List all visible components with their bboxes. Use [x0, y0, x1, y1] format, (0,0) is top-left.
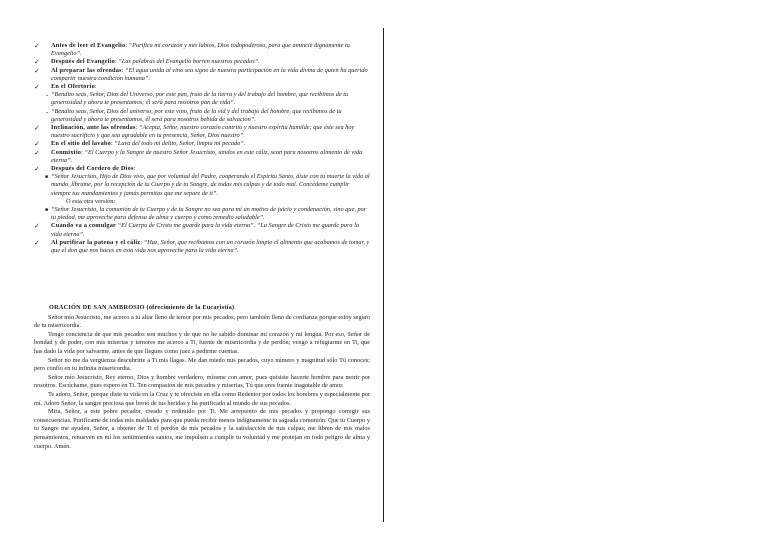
- checkmark-icon: ✓: [34, 165, 40, 174]
- list-item: [34, 165, 370, 173]
- item-label: En el sitio del lavabo: [51, 140, 112, 148]
- item-separator: :: [125, 42, 129, 49]
- list-item: [34, 239, 370, 255]
- item-label: Antes de leer el Evangelio: [51, 42, 126, 49]
- list-item: [34, 124, 370, 140]
- list-item: [34, 198, 370, 206]
- item-text: “Bendito seas, Señor, Dios del Universo, por este pan, fruto de la tierra y del trabajo del hombre, que recibimos de tu generosidad y ahora te presentamos; él será para nosotros pan de vida”.: [51, 91, 349, 107]
- square-bullet-icon: ■: [45, 208, 49, 214]
- list-item: [34, 91, 370, 107]
- item-separator: :: [133, 165, 136, 173]
- list-item: [34, 58, 370, 66]
- item-label: Al preparar las ofrendas: [51, 66, 122, 74]
- item-separator: :: [135, 124, 139, 132]
- list-item: [34, 42, 370, 58]
- dash-bullet: -: [46, 91, 49, 100]
- item-text: “Lava del todo mi delito, Señor, limpia mi pecado”.: [114, 140, 246, 148]
- checkmark-icon: ✓: [34, 124, 40, 133]
- item-text: “Señor Jesucristo, la comunión de tu Cuerpo y de tu Sangre no sea para mí un motivo de juicio y condenación, sino que, por tu piedad, me aproveche para defensa de alma y cuerpo y como remedio saludable”.: [51, 206, 367, 222]
- item-label: Cuando va a comulgar: [51, 222, 117, 230]
- list-item: [34, 173, 370, 198]
- item-separator: :: [81, 148, 85, 156]
- prayer-section: [34, 304, 370, 451]
- item-label: En el Ofertorio: [51, 83, 95, 91]
- item-label: Después del Evangelio: [51, 58, 116, 66]
- item-separator: :: [115, 58, 119, 66]
- item-text: “El Cuerpo y la Sangre de nuestro Señor Jesucristo, unidos en este cáliz, sean para nosotros alimento de vida eterna”.: [51, 148, 363, 164]
- list-item: [34, 108, 370, 124]
- checkmark-icon: ✓: [34, 83, 40, 92]
- prayer-paragraph: Señor mío Jesucristo, me acerco a tu altar lleno de temor por mis pecados, pero también lleno de confianza porque estoy seguro de tu misericordia.: [34, 313, 370, 330]
- item-separator: :: [111, 140, 115, 148]
- item-text: “Bendito seas, Señor, Dios del universo, por este vino, fruto de la vid y del trabajo del hombre, que recibimos de tu generosidad y ahora te presentamos, él será para nosotros bebida de salvación”.: [51, 107, 342, 123]
- list-item: [34, 149, 370, 165]
- item-text: “El Cuerpo de Cristo me guarde para la vida eterna”. “La Sangre de Cristo me guarde para la vida eterna”.: [51, 222, 360, 238]
- checkmark-icon: ✓: [34, 140, 40, 149]
- prayer-paragraph: Te adoro, Señor, porque diste tu vida en la Cruz y te ofreciste en ella como Redentor por todos los hombres y especialmente por mí. Adoro Señor, la sangre preciosa que brotó de tus heridas y ha purificado al mundo de sus pecados.: [34, 390, 370, 407]
- prayer-paragraph: Mira, Señor, a este pobre pecador, creado y redimido por Ti. Me arrepiento de mis pecados y propongo corregir sus consecuencias. Purifícame de todas mis maldades para que pueda recibir menos indignamente tu sagrada comunión. Que tu Cuerpo y tu Sangre me ayuden, Señor, a obtener de Ti el perdón de mis pecados y la satisfacción de mis culpas; me libren de mis malos pensamientos, renueven en mí los sentimientos santos, me impulsen a cumplir tu voluntad y me protejan en todo peligro de alma y cuerpo. Amén.: [34, 408, 370, 450]
- item-text: “Señor Jesucristo, Hijo de Dios vivo, que por voluntad del Padre, cooperando el Espíritu Santo, diste con tu muerte la vida al mundo, líbrame, por la recepción de tu Cuerpo y de tu Sangre, de todas mis culpas y de todo mal. Concédeme cumplir siempre tus mandamientos y jamás permitas que me separe de ti”.: [51, 173, 370, 197]
- column-divider: [383, 28, 384, 522]
- prayer-paragraph: Señor no me da vergüenza descubrirte a Ti mis llagas. Me dan miedo mis pecados, cuyo número y magnitud sólo Tú conoces; pero confío en tu infinita misericordia.: [34, 356, 370, 373]
- item-label: Conmixtio: [51, 148, 82, 156]
- item-label: Después del Cordero de Dios: [51, 165, 134, 173]
- list-item: [34, 222, 370, 238]
- checkmark-icon: ✓: [34, 148, 40, 157]
- list-item: [34, 206, 370, 222]
- item-label: Inclinación, ante las ofrendas: [51, 124, 136, 132]
- item-text: “El agua unida al vino sea signo de nuestra participación en la vida divina de quien ha querido compartir nuestra condición humana”.: [51, 66, 368, 82]
- checkmark-icon: ✓: [34, 58, 40, 67]
- prayer-title: ORACIÓN DE SAN AMBROSIO (ofrecimiento de la Eucaristía): [49, 304, 235, 311]
- item-separator: :: [121, 66, 126, 74]
- prayer-paragraph: Señor mío Jesucristo, Rey eterno, Dios y hombre verdadero, mírame con amor, pues quisiste hacerte hombre para morir por nosotros. Escúchame, pues espero en Ti. Ten compasión de mis pecados y miserias, Tú que eres fuente inagotable de amor.: [34, 373, 370, 390]
- checkmark-icon: ✓: [34, 66, 40, 75]
- item-separator: :: [94, 83, 97, 91]
- item-separator: :: [140, 238, 144, 246]
- item-text: “Purifica mi corazón y mis labios, Dios todopoderoso, para que anuncie dignamente tu Evangelio”.: [51, 42, 350, 58]
- square-bullet-icon: ■: [45, 175, 49, 181]
- item-text: “Haz, Señor, que recibamos con un corazón limpio el alimento que acabamos de tomar, y que el don que nos haces en esta vida nos aproveche para la vida eterna”.: [51, 238, 370, 255]
- item-text: “Acepta, Señor, nuestro corazón contrito y nuestro espíritu humilde; que éste sea hoy nuestro sacrificio y que sea agradable en tu presencia, Señor, Dios nuestro”.: [51, 124, 355, 140]
- checkmark-icon: ✓: [34, 238, 40, 247]
- prayer-paragraph: Tengo conciencia de que mis pecados son muchos y de que no he sabido dominar mi corazón y mi lengua. Por eso, Señor de bondad y de poder, con mis miserias y temores me acerco a Ti, fuente de misericordia y de perdón; vengo a refugiarme en Ti, que has dado la vida por salvarme, antes de que llegues como juez a pedirme cuentas.: [34, 330, 370, 355]
- item-label: Al purificar la patena y el cáliz: [51, 238, 141, 246]
- dash-bullet: -: [46, 107, 49, 116]
- list-item: [34, 140, 370, 148]
- item-text: “Las palabras del Evangelio borren nuestros pecados”.: [118, 58, 260, 66]
- list-item: [34, 67, 370, 83]
- list-item: [34, 83, 370, 91]
- liturgy-list: [34, 42, 370, 255]
- checkmark-icon: ✓: [34, 222, 40, 231]
- checkmark-icon: ✓: [34, 42, 40, 50]
- item-text: O esta otra versión:: [66, 197, 116, 205]
